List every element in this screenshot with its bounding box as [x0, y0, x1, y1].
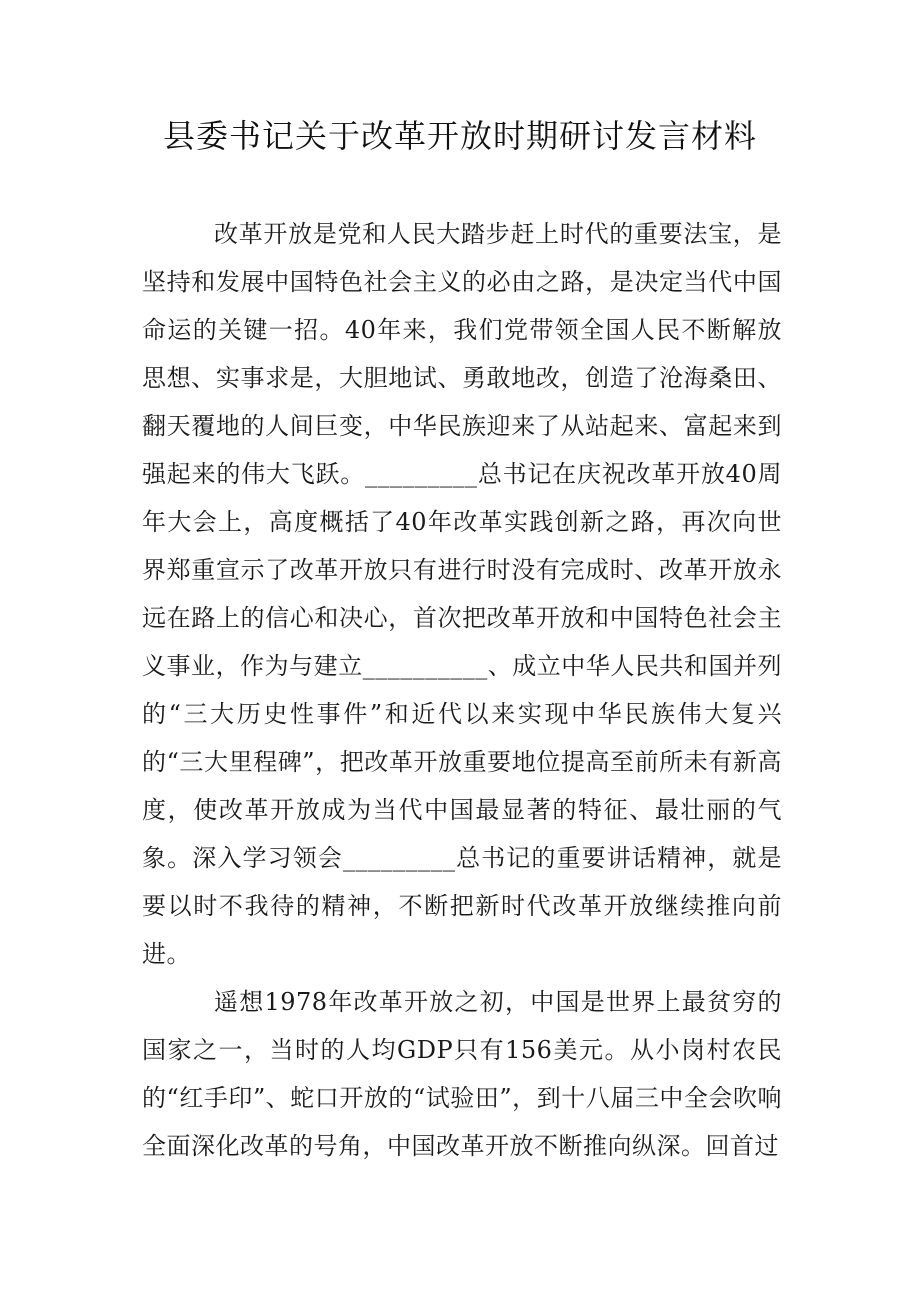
paragraph-intro: 改革开放是党和人民大踏步赶上时代的重要法宝，是坚持和发展中国特色社会主义的必由之路，是决定当代中国命运的关键一招。40年来，我们党带领全国人民不断解放思想、实事求是，大胆地试、勇敢地改，创造了沧海桑田、翻天覆地的人间巨变，中华民族迎来了从站起来、富起来到强起来的伟大飞跃。_________总书记在庆祝改革开放40周年大会上，高度概括了40年改革实践创新之路，再次向世界郑重宣示了改革开放只有进行时没有完成时、改革开放永远在路上的信心和决心，首次把改革开放和中国特色社会主义事业，作为与建立__________、成立中华人民共和国并列的“三大历史性事件”和近代以来实现中华民族伟大复兴的“三大里程碑”，把改革开放重要地位提高至前所未有新高度，使改革开放成为当代中国最显著的特征、最壮丽的气象。深入学习领会_________总书记的重要讲话精神，就是要以时不我待的精神，不断把新时代改革开放继续推向前进。 — [142, 220, 782, 968]
paragraph-history: 遥想1978年改革开放之初，中国是世界上最贫穷的国家之一，当时的人均GDP只有156美元。从小岗村农民的“红手印”、蛇口开放的“试验田”，到十八届三中全会吹响全面深化改革的号角，中国改革开放不断推向纵深。回首过 — [142, 988, 782, 1160]
document-title: 县委书记关于改革开放时期研讨发言材料 — [162, 117, 757, 155]
